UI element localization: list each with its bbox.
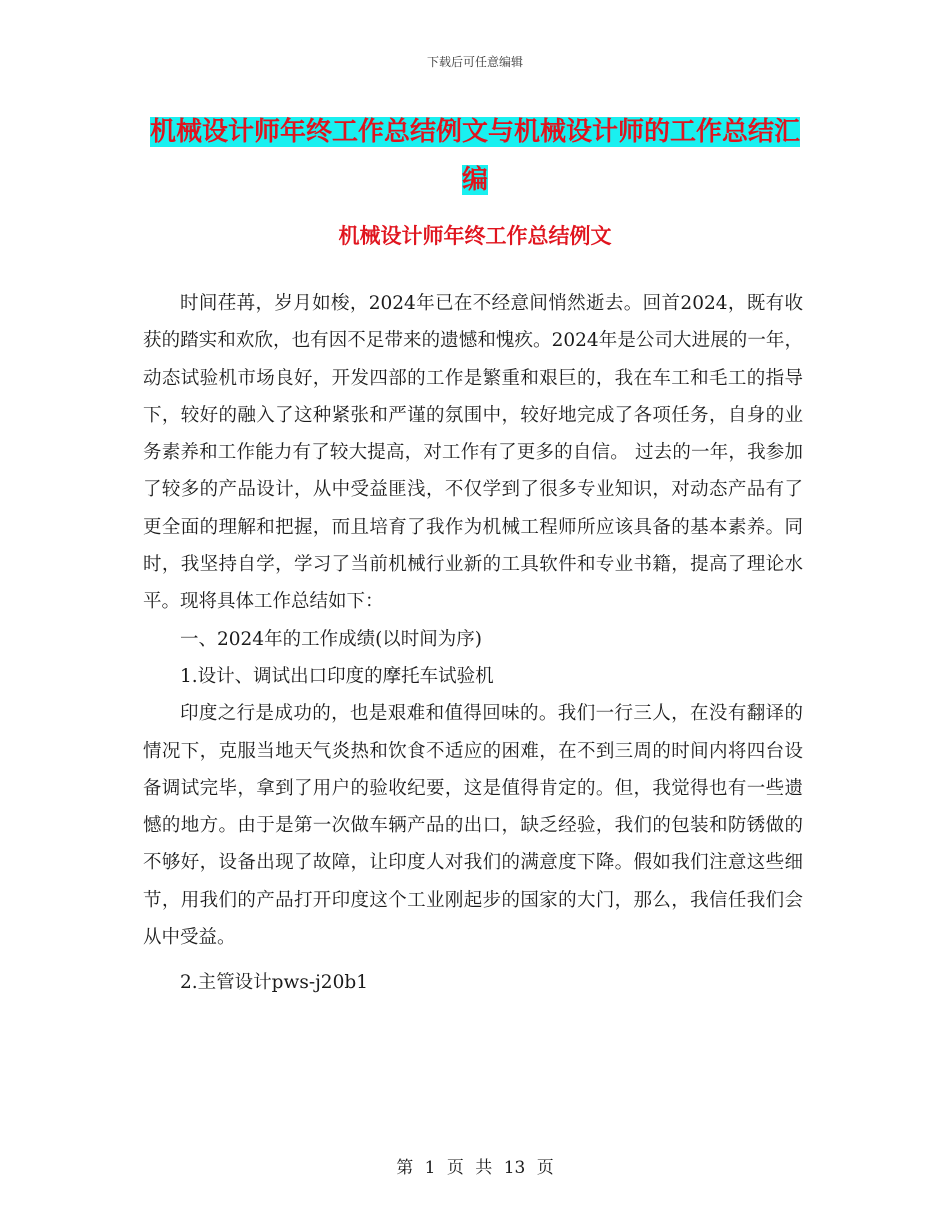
paragraph-intro: 时间荏苒，岁月如梭，2024年已在不经意间悄然逝去。回首2024，既有收获的踏实和欢欣，也有因不足带来的遗憾和愧疚。2024年是公司大进展的一年，动态试验机市场良好，开发四部的工作是繁重和艰巨的，我在车工和毛工的指导下，较好的融入了这种紧张和严谨的氛围中，较好地完成了各项任务，自身的业务素养和工作能力有了较大提高，对工作有了更多的自信。 过去的一年，我参加了较多的产品设计，从中受益匪浅，不仅学到了很多专业知识，对动态产品有了更全面的理解和把握，而且培育了我作为机械工程师所应该具备的基本素养。同时，我坚持自学，学习了当前机械行业新的工具软件和专业书籍，提高了理论水平。现将具体工作总结如下： <box>143 293 803 613</box>
paragraph-india-trip: 印度之行是成功的，也是艰难和值得回味的。我们一行三人，在没有翻译的情况下，克服当地天气炎热和饮食不适应的困难，在不到三周的时间内将四台设备调试完毕，拿到了用户的验收纪要，这是值得肯定的。但，我觉得也有一些遗憾的地方。由于是第一次做车辆产品的出口，缺乏经验，我们的包装和防锈做的不够好，设备出现了故障，让印度人对我们的满意度下降。假如我们注意这些细节，用我们的产品打开印度这个工业刚起步的国家的大门，那么，我信任我们会从中受益。 <box>143 703 803 949</box>
page-footer: 第 1 页 共 13 页 <box>396 1158 554 1178</box>
document-body <box>143 285 803 1002</box>
document-title-text: 机械设计师年终工作总结例文与机械设计师的工作总结汇编 <box>149 117 800 195</box>
subheading-item-2: 2.主管设计pws-j20b1 <box>180 972 368 994</box>
section-title: 机械设计师年终工作总结例文 <box>338 224 612 248</box>
document-title <box>140 108 810 204</box>
header-note: 下载后可任意编辑 <box>426 55 523 69</box>
subheading-item-1: 1.设计、调试出口印度的摩托车试验机 <box>180 665 494 687</box>
heading-achievements: 一、2024年的工作成绩(以时间为序) <box>180 628 483 650</box>
